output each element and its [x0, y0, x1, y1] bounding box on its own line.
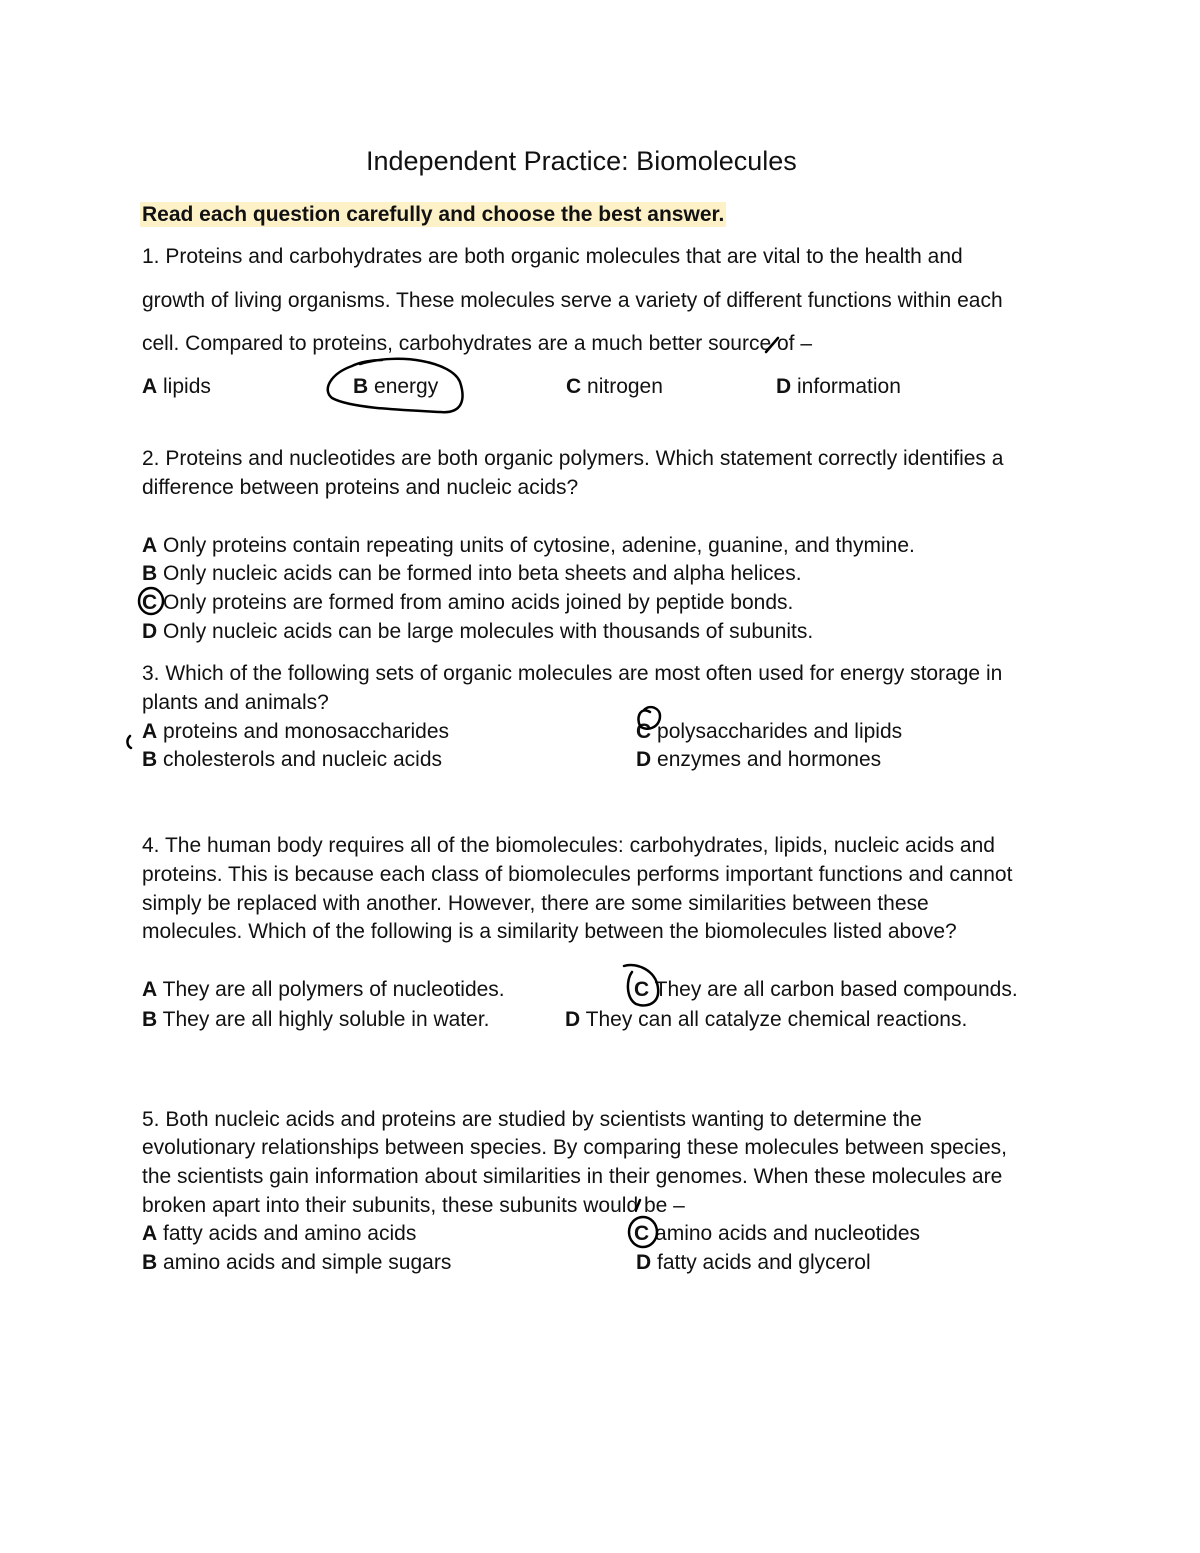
question-number: 3.: [142, 662, 160, 685]
question-stem-line: the scientists gain information about similarities in their genomes. When these molecules are: [142, 1165, 1003, 1188]
choice-letter: A: [142, 720, 158, 743]
choice-text: cholesterols and nucleic acids: [163, 748, 443, 771]
choice-letter: D: [776, 375, 792, 398]
choice-text: fatty acids and amino acids: [163, 1222, 417, 1245]
choice-letter: A: [142, 978, 158, 1001]
answer-choice-a[interactable]: [142, 535, 915, 556]
question-stem-line: difference between proteins and nucleic acids?: [142, 476, 579, 499]
answer-choice-c[interactable]: [634, 979, 1018, 1000]
question-number: 5.: [142, 1108, 160, 1131]
choice-letter: B: [142, 562, 158, 585]
choice-text: They can all catalyze chemical reactions.: [585, 1008, 968, 1031]
choice-letter: C: [634, 978, 650, 1001]
choice-letter: D: [565, 1008, 581, 1031]
question-text: Proteins and carbohydrates are both organic molecules that are vital to the health and: [165, 245, 963, 268]
question-stem-line: proteins. This is because each class of biomolecules performs important functions and cannot: [142, 863, 1013, 886]
choice-text: They are all carbon based compounds.: [654, 978, 1018, 1001]
question-stem-line: [142, 246, 963, 267]
answer-choice-d[interactable]: [636, 1252, 871, 1273]
choice-text: Only proteins contain repeating units of cytosine, adenine, guanine, and thymine.: [163, 534, 915, 557]
question-stem-line: [142, 835, 995, 856]
choice-letter: A: [142, 1222, 158, 1245]
question-text: Proteins and nucleotides are both organic polymers. Which statement correctly identifies a: [165, 447, 1004, 470]
choice-letter: B: [142, 1251, 158, 1274]
choice-text: polysaccharides and lipids: [657, 720, 903, 743]
choice-letter: B: [142, 748, 158, 771]
choice-letter: D: [636, 748, 652, 771]
answer-choice-d[interactable]: [565, 1009, 967, 1030]
answer-choice-c[interactable]: [566, 376, 663, 397]
choice-text: Only proteins are formed from amino acids joined by peptide bonds.: [163, 591, 794, 614]
choice-letter: A: [142, 534, 158, 557]
question-stem-line: molecules. Which of the following is a similarity between the biomolecules listed above?: [142, 920, 957, 943]
question-text: The human body requires all of the biomolecules: carbohydrates, lipids, nucleic acids and: [164, 834, 995, 857]
choice-text: enzymes and hormones: [657, 748, 882, 771]
answer-choice-c[interactable]: [142, 592, 793, 613]
answer-choice-b[interactable]: [142, 749, 442, 770]
choice-text: information: [797, 375, 901, 398]
choice-text: Only nucleic acids can be large molecules with thousands of subunits.: [163, 620, 814, 643]
answer-choice-d[interactable]: [776, 376, 901, 397]
question-number: 4.: [142, 834, 160, 857]
choice-text: proteins and monosaccharides: [163, 720, 450, 743]
question-stem-line: [142, 663, 1002, 684]
question-text: Both nucleic acids and proteins are studied by scientists wanting to determine the: [165, 1108, 922, 1131]
page-title: Independent Practice: Biomolecules: [366, 146, 797, 176]
ink-stray-mark: [127, 736, 131, 748]
choice-letter: A: [142, 375, 158, 398]
choice-text: They are all polymers of nucleotides.: [162, 978, 505, 1001]
question-stem-line: evolutionary relationships between species. By comparing these molecules between species,: [142, 1136, 1007, 1159]
question-number: 2.: [142, 447, 160, 470]
answer-choice-a[interactable]: [142, 376, 211, 397]
question-stem-line: [142, 448, 1003, 469]
answer-choice-a[interactable]: [142, 721, 449, 742]
answer-choice-a[interactable]: [142, 979, 505, 1000]
question-stem-line: cell. Compared to proteins, carbohydrates are a much better source of –: [142, 332, 813, 355]
question-number: 1.: [142, 245, 160, 268]
choice-text: amino acids and nucleotides: [655, 1222, 921, 1245]
choice-letter: B: [142, 1008, 158, 1031]
question-text: Which of the following sets of organic molecules are most often used for energy storage in: [165, 662, 1003, 685]
choice-letter: C: [634, 1222, 650, 1245]
choice-letter: C: [142, 591, 158, 614]
choice-text: fatty acids and glycerol: [657, 1251, 871, 1274]
answer-choice-b[interactable]: [142, 563, 802, 584]
choice-letter: C: [566, 375, 582, 398]
question-stem-line: growth of living organisms. These molecules serve a variety of different functions within each: [142, 289, 1003, 312]
question-stem-line: broken apart into their subunits, these subunits would be –: [142, 1194, 685, 1217]
question-stem-line: [142, 1109, 922, 1130]
choice-text: Only nucleic acids can be formed into beta sheets and alpha helices.: [163, 562, 802, 585]
answer-choice-b[interactable]: [353, 376, 438, 397]
choice-letter: D: [142, 620, 158, 643]
choice-text: They are all highly soluble in water.: [162, 1008, 490, 1031]
choice-text: lipids: [163, 375, 211, 398]
question-stem-line: simply be replaced with another. However, there are some similarities between these: [142, 892, 929, 915]
question-stem-line: plants and animals?: [142, 691, 329, 714]
answer-choice-b[interactable]: [142, 1009, 489, 1030]
answer-choice-b[interactable]: [142, 1252, 451, 1273]
choice-text: nitrogen: [587, 375, 663, 398]
answer-choice-d[interactable]: [142, 621, 813, 642]
answer-choice-d[interactable]: [636, 749, 881, 770]
choice-text: amino acids and simple sugars: [163, 1251, 452, 1274]
answer-choice-c[interactable]: [636, 721, 902, 742]
choice-letter: B: [353, 375, 369, 398]
choice-letter: C: [636, 720, 652, 743]
answer-choice-a[interactable]: [142, 1223, 416, 1244]
answer-choice-c[interactable]: [634, 1223, 920, 1244]
instructions: Read each question carefully and choose the best answer.: [142, 203, 725, 226]
choice-text: energy: [374, 375, 439, 398]
choice-letter: D: [636, 1251, 652, 1274]
